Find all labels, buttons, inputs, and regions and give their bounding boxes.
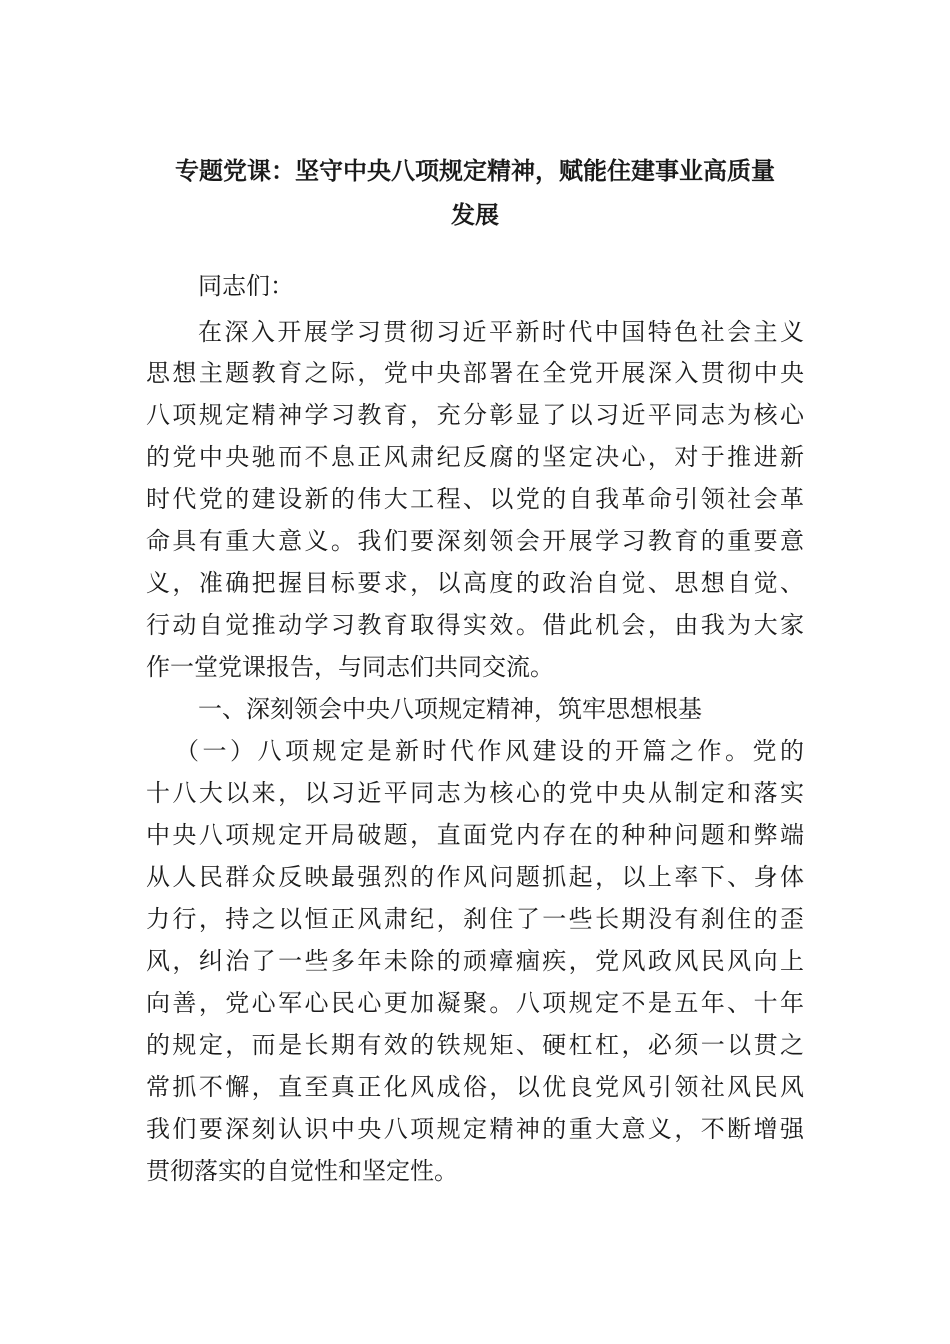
paragraph-1-line: 时代党的建设新的伟大工程、以党的自我革命引领社会革 <box>146 485 804 513</box>
paragraph-1-line: 作一堂党课报告，与同志们共同交流。 <box>146 653 554 681</box>
paragraph-2-line: 十八大以来，以习近平同志为核心的党中央从制定和落实 <box>146 779 804 807</box>
document-title-line-2: 发展 <box>451 201 499 229</box>
paragraph-2-line: 向善，党心军心民心更加凝聚。八项规定不是五年、十年 <box>146 989 804 1017</box>
document-title-line-1: 专题党课：坚守中央八项规定精神，赋能住建事业高质量 <box>175 157 775 185</box>
paragraph-2-line: （一）八项规定是新时代作风建设的开篇之作。党的 <box>175 737 804 765</box>
paragraph-1-line: 在深入开展学习贯彻习近平新时代中国特色社会主义 <box>198 318 804 346</box>
paragraph-1-line: 义，准确把握目标要求，以高度的政治自觉、思想自觉、 <box>146 569 804 597</box>
paragraph-2-line: 从人民群众反映最强烈的作风问题抓起，以上率下、身体 <box>146 863 804 891</box>
section-heading-1: 一、深刻领会中央八项规定精神，筑牢思想根基 <box>198 695 702 723</box>
paragraph-2-line: 我们要深刻认识中央八项规定精神的重大意义，不断增强 <box>146 1115 804 1143</box>
paragraph-1-line: 命具有重大意义。我们要深刻领会开展学习教育的重要意 <box>146 527 804 555</box>
paragraph-1-line: 思想主题教育之际，党中央部署在全党开展深入贯彻中央 <box>146 359 804 387</box>
paragraph-2-line: 常抓不懈，直至真正化风成俗，以优良党风引领社风民风 <box>146 1073 804 1101</box>
paragraph-1-line: 行动自觉推动学习教育取得实效。借此机会，由我为大家 <box>146 611 804 639</box>
paragraph-2-line: 风，纠治了一些多年未除的顽瘴痼疾，党风政风民风向上 <box>146 947 804 975</box>
paragraph-1-line: 的党中央驰而不息正风肃纪反腐的坚定决心，对于推进新 <box>146 443 804 471</box>
paragraph-2-line: 的规定，而是长期有效的铁规矩、硬杠杠，必须一以贯之 <box>146 1031 804 1059</box>
paragraph-2-line: 贯彻落实的自觉性和坚定性。 <box>146 1157 458 1185</box>
paragraph-1-line: 八项规定精神学习教育，充分彰显了以习近平同志为核心 <box>146 401 804 429</box>
paragraph-2-line: 力行，持之以恒正风肃纪，刹住了一些长期没有刹住的歪 <box>146 905 804 933</box>
paragraph-2-line: 中央八项规定开局破题，直面党内存在的种种问题和弊端 <box>146 821 804 849</box>
salutation: 同志们： <box>198 272 294 300</box>
